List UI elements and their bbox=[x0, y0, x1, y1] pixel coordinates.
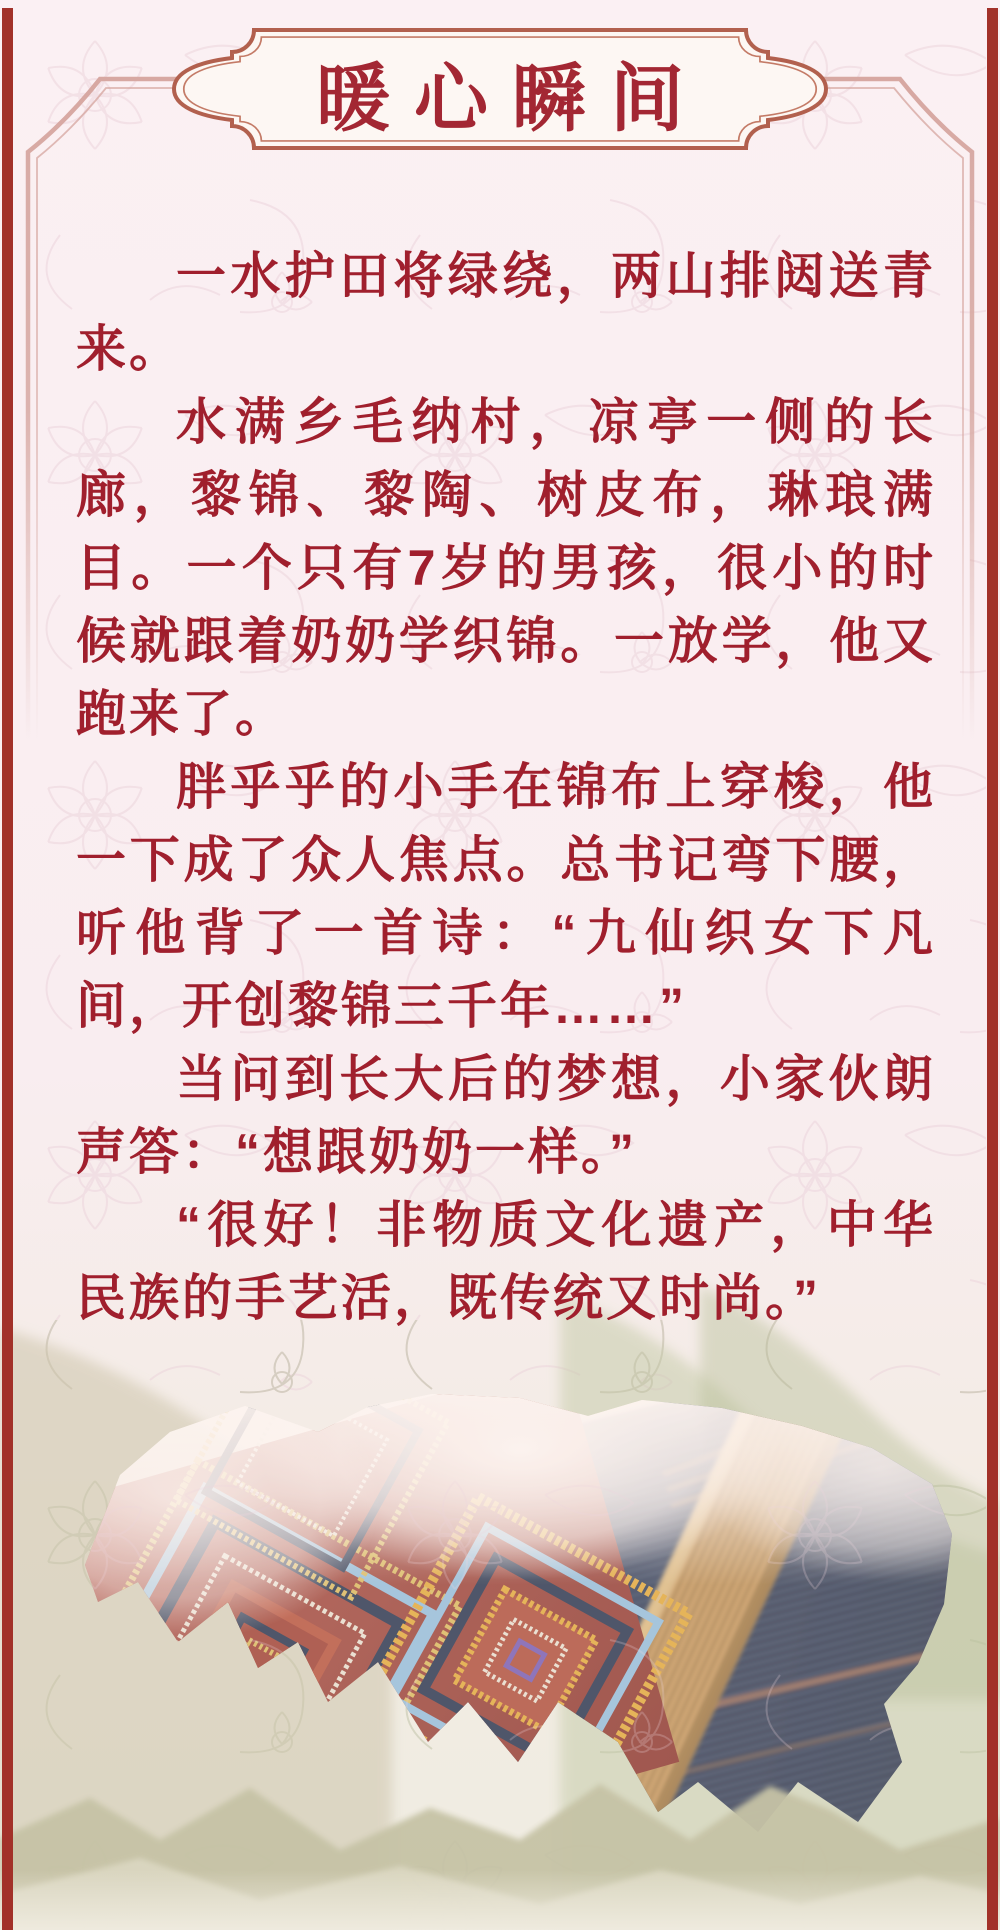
page-title: 暖心瞬间 bbox=[316, 59, 708, 141]
right-red-border bbox=[987, 8, 998, 1930]
paragraph-poem: 一水护田将绿绕，两山排闼送青来。 bbox=[76, 248, 936, 377]
left-red-border bbox=[2, 8, 13, 1930]
paragraph-dream: 当问到长大后的梦想，小家伙朗声答：“想跟奶奶一样。” bbox=[76, 1051, 936, 1180]
paragraph-scene: 水满乡毛纳村，凉亭一侧的长廊，黎锦、黎陶、树皮布，琳琅满目。一个只有7岁的男孩，很小的时候就跟着奶奶学织锦。一放学，他又跑来了。 bbox=[76, 394, 936, 742]
paragraph-boy-weaving: 胖乎乎的小手在锦布上穿梭，他一下成了众人焦点。总书记弯下腰，听他背了一首诗：“九仙织女下凡间，开创黎锦三千年……” bbox=[76, 759, 936, 1034]
paragraph-praise: “很好！非物质文化遗产，中华民族的手艺活，既传统又时尚。” bbox=[76, 1197, 936, 1326]
article-body bbox=[76, 240, 936, 1335]
